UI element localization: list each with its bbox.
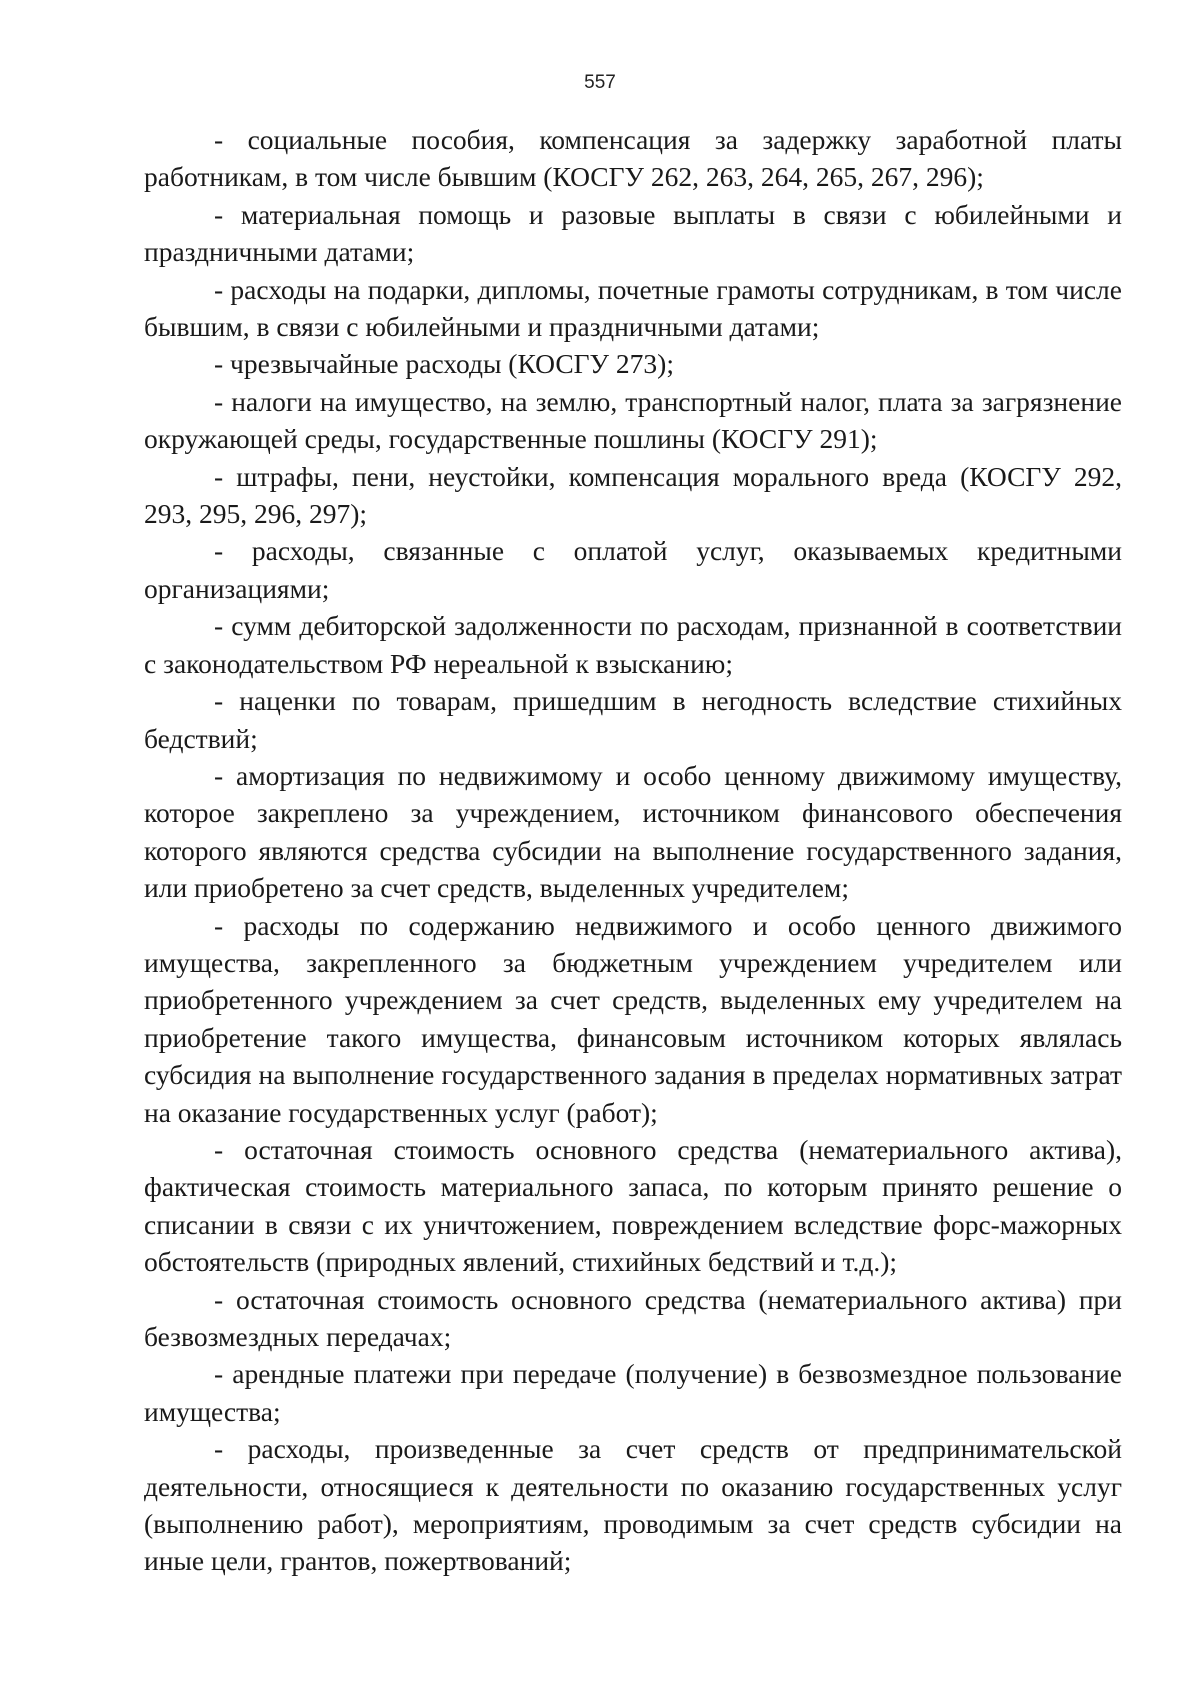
- list-item: - расходы, связанные с оплатой услуг, оказываемых кредитными организациями;: [144, 535, 1122, 604]
- list-item: - арендные платежи при передаче (получение) в безвозмездное пользование имущества;: [144, 1358, 1122, 1427]
- list-item: - социальные пособия, компенсация за задержку заработной платы работникам, в том числе бывшим (КОСГУ 262, 263, 264, 265, 267, 296);: [144, 124, 1122, 193]
- list-item: - расходы, произведенные за счет средств от предпринимательской деятельности, относящиеся к деятельности по оказанию государственных услуг (выполнению работ), мероприятиям, проводимым за счет средств субсидии на иные цели, грантов, пожертвований;: [144, 1433, 1122, 1577]
- list-item: - остаточная стоимость основного средства (нематериального актива), фактическая стоимость материального запаса, по которым принято решение о списании в связи с их уничтожением, повреждением вследствие форс-мажорных обстоятельств (природных явлений, стихийных бедствий и т.д.);: [144, 1133, 1122, 1278]
- list-item: - налоги на имущество, на землю, транспортный налог, плата за загрязнение окружающей среды, государственные пошлины (КОСГУ 291);: [144, 385, 1122, 455]
- list-item: - сумм дебиторской задолженности по расходам, признанной в соответствии с законодательством РФ нереальной к взысканию;: [144, 610, 1122, 679]
- list-item: - амортизация по недвижимому и особо ценному движимому имуществу, которое закреплено за учреждением, источником финансового обеспечения которого являются средства субсидии на выполнение государственного задания, или приобретено за счет средств, выделенных учредителем;: [144, 759, 1122, 904]
- list-item: - наценки по товарам, пришедшим в негодность вследствие стихийных бедствий;: [144, 685, 1122, 754]
- list-item: - расходы по содержанию недвижимого и особо ценного движимого имущества, закрепленного за бюджетным учреждением учредителем или приобретенного учреждением за счет средств, выделенных ему учредителем на приобретение такого имущества, финансовым источником которых являлась субсидия на выполнение государственного задания в пределах нормативных затрат на оказание государственных услуг (работ);: [144, 909, 1122, 1128]
- list-item: - расходы на подарки, дипломы, почетные грамоты сотрудникам, в том числе бывшим, в связи с юбилейными и праздничными датами;: [144, 273, 1122, 343]
- document-body: [144, 121, 1122, 1580]
- list-item: - материальная помощь и разовые выплаты в связи с юбилейными и праздничными датами;: [144, 198, 1122, 268]
- list-item: - чрезвычайные расходы (КОСГУ 273);: [214, 348, 674, 380]
- list-item: - штрафы, пени, неустойки, компенсация морального вреда (КОСГУ 292, 293, 295, 296, 297);: [144, 460, 1122, 530]
- list-item: - остаточная стоимость основного средства (нематериального актива) при безвозмездных передачах;: [144, 1283, 1122, 1352]
- page-number: 557: [584, 72, 616, 93]
